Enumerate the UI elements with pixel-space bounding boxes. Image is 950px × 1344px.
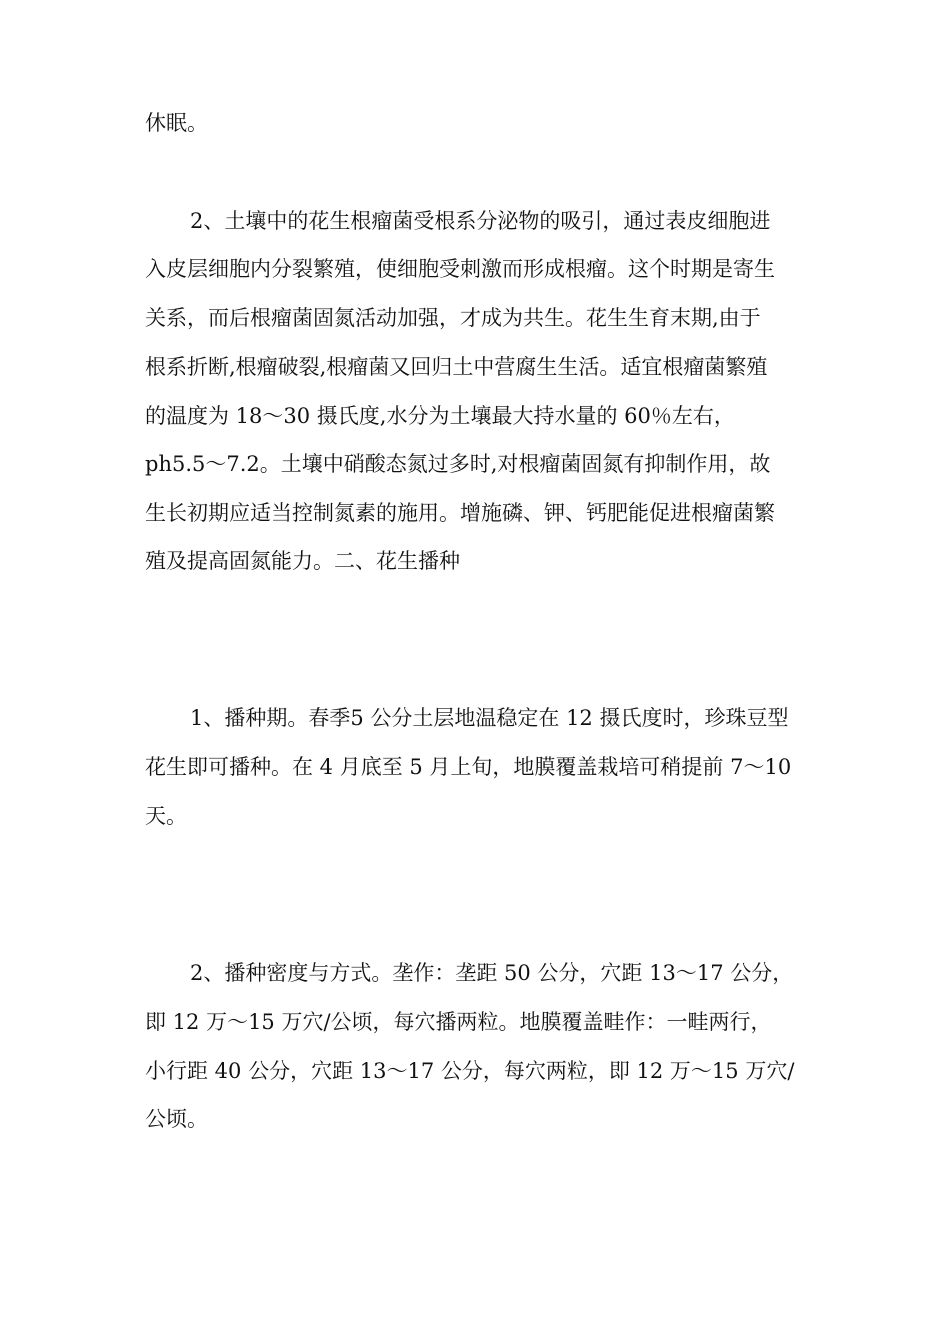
paragraph-line: 的温度为 18～30 摄氏度,水分为土壤最大持水量的 60％左右， <box>145 404 735 428</box>
paragraph-line: 天。 <box>145 804 187 828</box>
paragraph-line: 小行距 40 公分，穴距 13～17 公分，每穴两粒，即 12 万～15 万穴/ <box>145 1059 795 1083</box>
paragraph-line: 花生即可播种。在 4 月底至 5 月上旬，地膜覆盖栽培可稍提前 7～10 <box>145 755 792 779</box>
paragraph-line: 2、播种密度与方式。垄作：垄距 50 公分，穴距 13～17 公分， <box>190 961 794 985</box>
paragraph-line: ph5.5～7.2。土壤中硝酸态氮过多时,对根瘤菌固氮有抑制作用，故 <box>145 452 771 476</box>
paragraph-line: 根系折断,根瘤破裂,根瘤菌又回归土中营腐生生活。适宜根瘤菌繁殖 <box>145 355 768 379</box>
paragraph-line: 生长初期应适当控制氮素的施用。增施磷、钾、钙肥能促进根瘤菌繁 <box>145 501 775 525</box>
paragraph-line: 殖及提高固氮能力。二、花生播种 <box>145 549 460 573</box>
paragraph-line: 休眠。 <box>145 111 208 135</box>
paragraph-line: 入皮层细胞内分裂繁殖，使细胞受刺激而形成根瘤。这个时期是寄生 <box>145 257 775 281</box>
paragraph-line: 2、土壤中的花生根瘤菌受根系分泌物的吸引，通过表皮细胞进 <box>190 209 771 233</box>
paragraph-line: 关系，而后根瘤菌固氮活动加强，才成为共生。花生生育末期,由于 <box>145 306 761 330</box>
paragraph-line: 公顷。 <box>145 1107 208 1131</box>
paragraph-line: 即 12 万～15 万穴/公顷，每穴播两粒。地膜覆盖畦作：一畦两行， <box>145 1010 772 1034</box>
paragraph-line: 1、播种期。春季5 公分土层地温稳定在 12 摄氏度时，珍珠豆型 <box>190 706 789 730</box>
